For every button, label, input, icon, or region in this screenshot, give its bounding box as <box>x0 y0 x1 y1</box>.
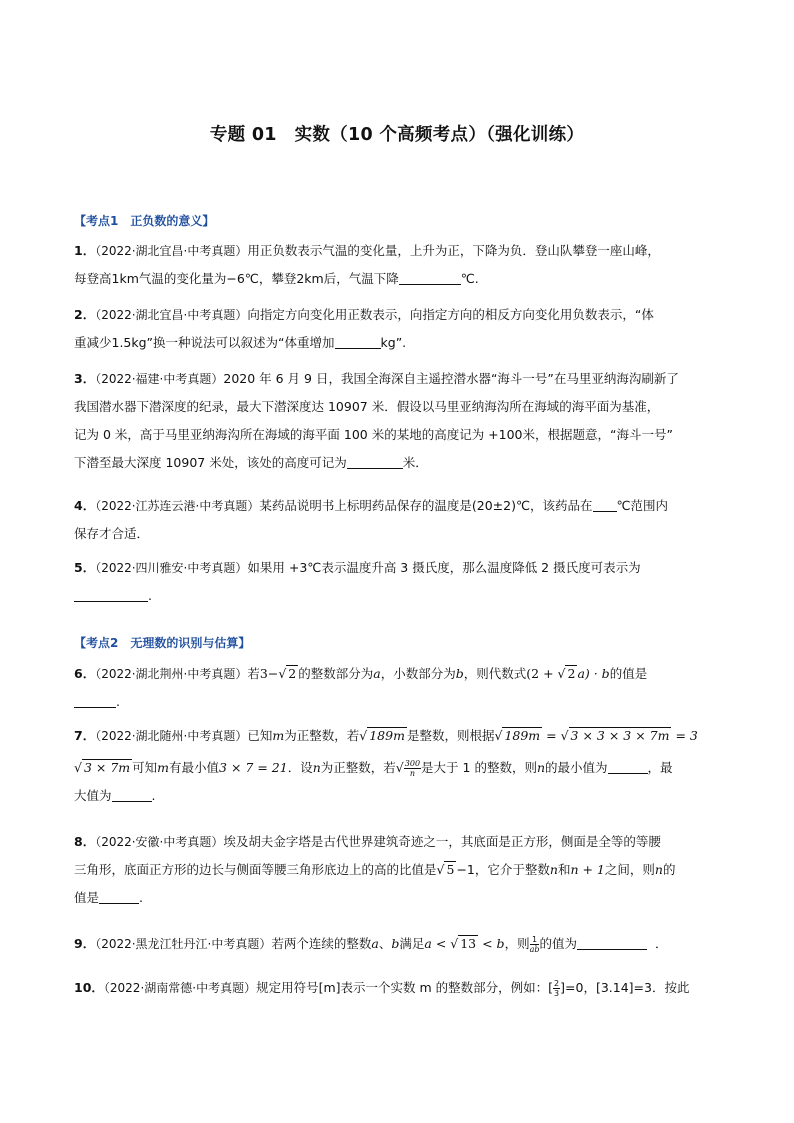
q7-line-1: 7．（2022·湖北随州·中考真题）已知m为正整数，若√ 189m 是整数，则根据√ 189m = √ 3 × 3 × 3 × 7m = 3 <box>74 728 698 743</box>
q4-line-2: 保存才合适． <box>74 526 150 541</box>
answer-blank[interactable] <box>74 587 148 602</box>
question-6 <box>74 660 734 716</box>
answer-blank[interactable] <box>112 787 152 802</box>
answer-blank[interactable] <box>335 334 381 349</box>
q1-line-1: 1．（2022·湖北宜昌·中考真题）用正负数表示气温的变化量，上升为正，下降为负．登山队攀登一座山峰， <box>74 243 660 258</box>
question-3 <box>74 365 734 477</box>
question-9 <box>74 930 734 958</box>
q3-line-4: 下潜至最大深度 10907 米处，该处的高度可记为 米． <box>74 455 428 470</box>
q3-line-1: 3．（2022·福建·中考真题）2020 年 6 月 9 日，我国全海深自主遥控潜水器“海斗一号”在马里亚纳海沟刷新了 <box>74 371 679 386</box>
q5-line-1: 5．（2022·四川雅安·中考真题）如果用 +3℃表示温度升高 3 摄氏度，那么温度降低 2 摄氏度可表示为 <box>74 560 641 575</box>
q3-line-2: 我国潜水器下潜深度的纪录，最大下潜深度达 10907 米．假设以马里亚纳海沟所在海域的海平面为基准， <box>74 399 660 414</box>
question-7 <box>74 722 734 810</box>
section-heading-1: 【考点1 正负数的意义】 <box>74 214 215 228</box>
answer-blank[interactable] <box>399 270 461 285</box>
answer-blank[interactable] <box>74 693 116 708</box>
answer-blank[interactable] <box>593 497 617 512</box>
q6-line-1: 6．（2022·湖北荆州·中考真题）若3−√ 2 的整数部分为a，小数部分为b，则代数式(2 + √ 2 a) · b的值是 <box>74 666 648 681</box>
q5-line-2: . <box>74 582 734 610</box>
question-4 <box>74 492 734 548</box>
q8-line-3: 值是 . <box>74 890 143 905</box>
q7-line-2: √ 3 × 7m 可知m有最小值3 × 7 = 21．设n为正整数，若√ $\frac{300}{n}$ 是大于 1 的整数，则n的最小值为 ，最 <box>74 759 673 778</box>
question-8 <box>74 828 734 912</box>
q2-line-1: 2．（2022·湖北宜昌·中考真题）向指定方向变化用正数表示，向指定方向的相反方向变化用负数表示，“体 <box>74 307 654 322</box>
q8-line-1: 8．（2022·安徽·中考真题）埃及胡夫金字塔是古代世界建筑奇迹之一，其底面是正方形，侧面是全等的等腰 <box>74 834 661 849</box>
q1-line-2: 每登高1km气温的变化量为−6℃，攀登2km后，气温下降 ℃. <box>74 271 479 286</box>
page-title: 专题 01 实数（10 个高频考点）（强化训练） <box>209 125 585 145</box>
answer-blank[interactable] <box>608 759 648 774</box>
answer-blank[interactable] <box>99 889 139 904</box>
q10-line-1: 10．（2022·湖南常德·中考真题）规定用符号[m]表示一个实数 m 的整数部分，例如：[ $\frac{2}{3}$ ]=0，[3.14]=3．按此 <box>74 979 690 998</box>
section-heading-2: 【考点2 无理数的识别与估算】 <box>74 636 251 650</box>
q9-line-1: 9．（2022·黑龙江牡丹江·中考真题）若两个连续的整数a、b满足a < √ 13 < b，则 $\frac{1}{ab}$ 的值为 ． <box>74 935 668 954</box>
q6-line-2: . <box>74 688 734 716</box>
answer-blank[interactable] <box>577 935 647 950</box>
question-2 <box>74 301 734 357</box>
answer-blank[interactable] <box>347 454 403 469</box>
q3-line-3: 记为 0 米，高于马里亚纳海沟所在海域的海平面 100 米的某地的高度记为 +100米，根据题意，“海斗一号” <box>74 427 673 442</box>
question-5 <box>74 554 734 610</box>
q8-line-2: 三角形，底面正方形的边长与侧面等腰三角形底边上的高的比值是√ 5 −1，它介于整数n和n + 1之间，则n的 <box>74 862 676 877</box>
q2-line-2: 重减少1.5kg”换一种说法可以叙述为“体重增加 kg”. <box>74 335 407 350</box>
question-10 <box>74 974 734 1002</box>
q4-line-1: 4．（2022·江苏连云港·中考真题）某药品说明书上标明药品保存的温度是(20±2)℃，该药品在 ℃范围内 <box>74 498 669 513</box>
question-1 <box>74 237 734 293</box>
q7-line-3: 大值为 . <box>74 788 156 803</box>
